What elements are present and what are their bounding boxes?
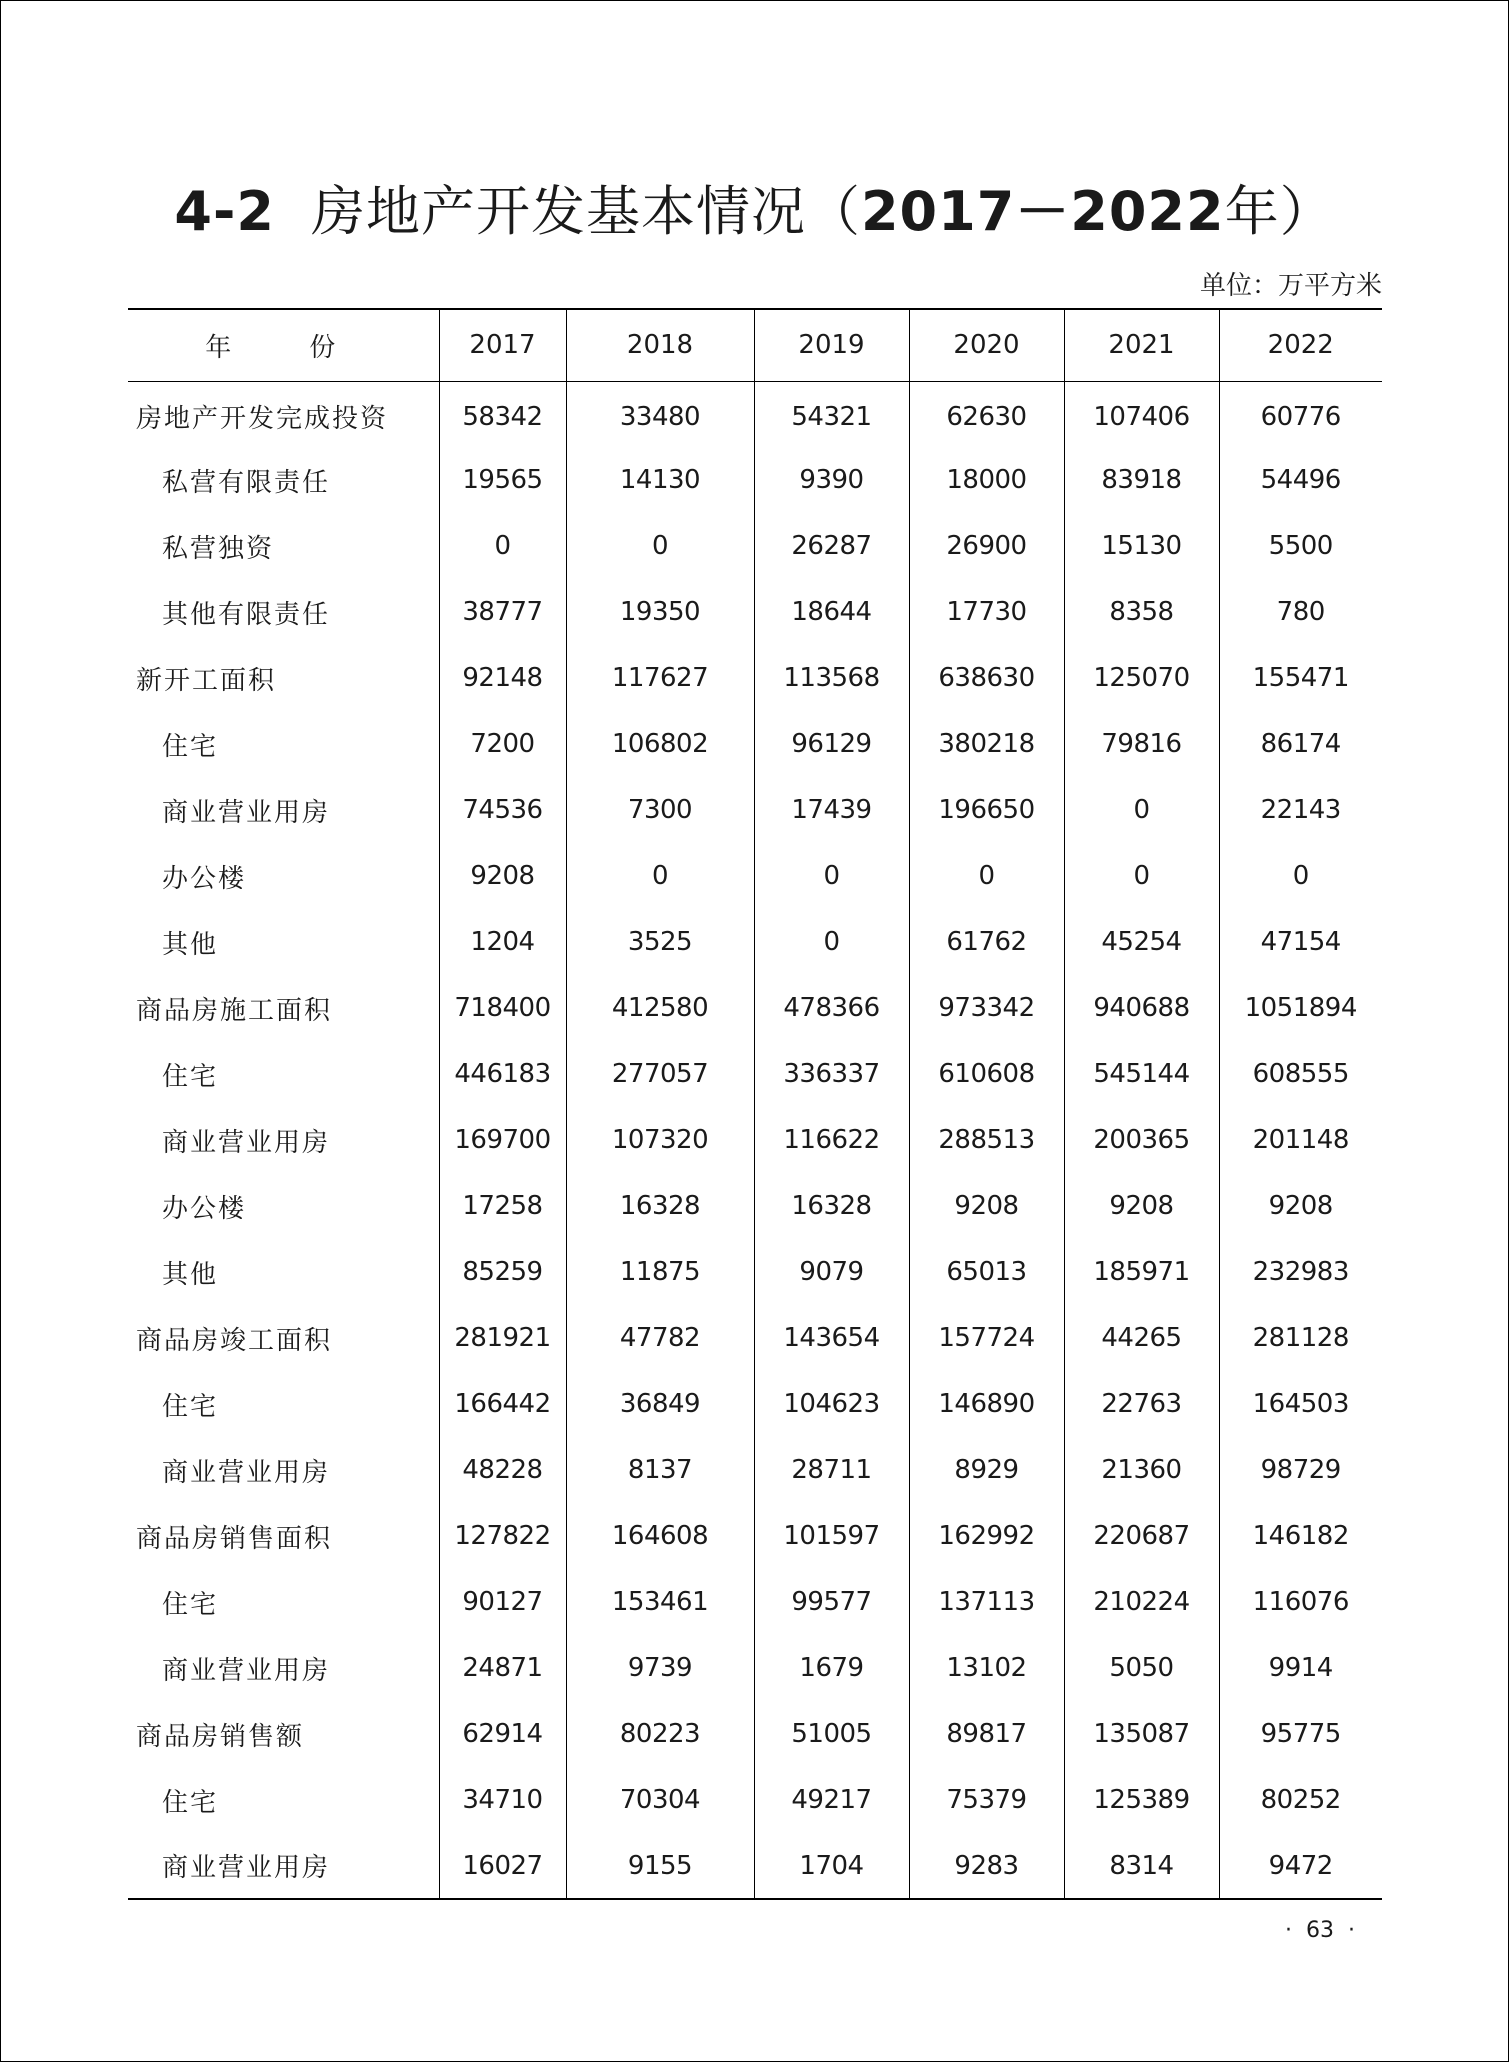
table-cell: 54496 xyxy=(1219,447,1382,513)
table-cell: 36849 xyxy=(566,1371,754,1437)
table-cell: 21360 xyxy=(1064,1437,1219,1503)
table-cell: 718400 xyxy=(439,975,566,1041)
table-cell: 166442 xyxy=(439,1371,566,1437)
row-label: 其他 xyxy=(162,1259,219,1290)
table-row xyxy=(128,1173,1382,1239)
table-cell: 16328 xyxy=(566,1173,754,1239)
table-cell: 0 xyxy=(566,513,754,579)
title-number: 4-2 xyxy=(174,180,275,243)
table-row xyxy=(128,1767,1382,1833)
table-cell: 49217 xyxy=(754,1767,909,1833)
data-table-container xyxy=(128,308,1382,1900)
table-cell: 26900 xyxy=(909,513,1064,579)
table-cell: 17439 xyxy=(754,777,909,843)
table-cell: 125070 xyxy=(1064,645,1219,711)
table-cell: 137113 xyxy=(909,1569,1064,1635)
header-year: 2018 xyxy=(566,309,754,381)
table-row xyxy=(128,975,1382,1041)
table-cell: 13102 xyxy=(909,1635,1064,1701)
table-cell: 146182 xyxy=(1219,1503,1382,1569)
row-label: 私营独资 xyxy=(162,533,275,564)
table-cell: 8358 xyxy=(1064,579,1219,645)
row-label: 住宅 xyxy=(162,1589,219,1620)
table-cell: 608555 xyxy=(1219,1041,1382,1107)
table-cell: 61762 xyxy=(909,909,1064,975)
table-cell: 210224 xyxy=(1064,1569,1219,1635)
table-cell: 135087 xyxy=(1064,1701,1219,1767)
unit-label: 单位：万平方米 xyxy=(1199,271,1382,301)
table-cell: 0 xyxy=(1064,777,1219,843)
table-row xyxy=(128,1701,1382,1767)
row-label: 其他有限责任 xyxy=(162,599,331,630)
table-row xyxy=(128,513,1382,579)
table-cell: 106802 xyxy=(566,711,754,777)
table-row xyxy=(128,843,1382,909)
table-cell: 47154 xyxy=(1219,909,1382,975)
title-years: 2017－2022 xyxy=(860,180,1225,243)
row-label: 私营有限责任 xyxy=(162,467,331,498)
table-cell: 83918 xyxy=(1064,447,1219,513)
table-cell: 38777 xyxy=(439,579,566,645)
table-cell: 201148 xyxy=(1219,1107,1382,1173)
table-cell: 80252 xyxy=(1219,1767,1382,1833)
row-label: 商品房施工面积 xyxy=(136,995,333,1026)
header-year: 2020 xyxy=(909,309,1064,381)
table-cell: 162992 xyxy=(909,1503,1064,1569)
row-label: 商业营业用房 xyxy=(128,1833,439,1899)
table-row xyxy=(128,1371,1382,1437)
table-row xyxy=(128,1569,1382,1635)
table-row xyxy=(128,447,1382,513)
table-cell: 200365 xyxy=(1064,1107,1219,1173)
title-text-a: 房地产开发基本情况（ xyxy=(310,180,861,243)
table-cell: 940688 xyxy=(1064,975,1219,1041)
table-row xyxy=(128,645,1382,711)
table-cell: 336337 xyxy=(754,1041,909,1107)
table-cell: 44265 xyxy=(1064,1305,1219,1371)
table-cell: 153461 xyxy=(566,1569,754,1635)
table-cell: 116076 xyxy=(1219,1569,1382,1635)
table-row xyxy=(128,1041,1382,1107)
page-number-dot: · xyxy=(1285,1918,1292,1943)
table-cell: 9208 xyxy=(909,1173,1064,1239)
table-row xyxy=(128,579,1382,645)
table-cell: 16328 xyxy=(754,1173,909,1239)
table-row xyxy=(128,1239,1382,1305)
header-year: 2019 xyxy=(754,309,909,381)
table-cell: 116622 xyxy=(754,1107,909,1173)
row-label: 住宅 xyxy=(162,1391,219,1422)
table-row xyxy=(128,777,1382,843)
table-cell: 146890 xyxy=(909,1371,1064,1437)
page-title xyxy=(0,176,1509,248)
table-cell: 104623 xyxy=(754,1371,909,1437)
table-cell: 446183 xyxy=(439,1041,566,1107)
row-label: 其他 xyxy=(162,929,219,960)
row-label: 商业营业用房 xyxy=(162,1127,331,1158)
table-cell: 0 xyxy=(1219,843,1382,909)
table-cell: 95775 xyxy=(1219,1701,1382,1767)
row-label: 商业营业用房 xyxy=(162,1655,331,1686)
table-cell: 9472 xyxy=(1219,1833,1382,1899)
table-cell: 0 xyxy=(566,843,754,909)
table-cell: 220687 xyxy=(1064,1503,1219,1569)
table-cell: 62630 xyxy=(909,381,1064,447)
header-label: 年 份 xyxy=(128,309,439,381)
table-cell: 9390 xyxy=(754,447,909,513)
table-row xyxy=(128,909,1382,975)
row-label: 商品房销售额 xyxy=(136,1721,305,1752)
table-cell: 92148 xyxy=(439,645,566,711)
table-cell: 47782 xyxy=(566,1305,754,1371)
table-cell: 60776 xyxy=(1219,381,1382,447)
table-cell: 22763 xyxy=(1064,1371,1219,1437)
table-cell: 638630 xyxy=(909,645,1064,711)
table-cell: 1204 xyxy=(439,909,566,975)
table-cell: 113568 xyxy=(754,645,909,711)
table-cell: 90127 xyxy=(439,1569,566,1635)
table-cell: 26287 xyxy=(754,513,909,579)
table-cell: 412580 xyxy=(566,975,754,1041)
table-cell: 0 xyxy=(1064,843,1219,909)
table-cell: 107406 xyxy=(1064,381,1219,447)
table-cell: 16027 xyxy=(439,1833,566,1899)
table-cell: 85259 xyxy=(439,1239,566,1305)
table-cell: 3525 xyxy=(566,909,754,975)
row-label: 新开工面积 xyxy=(136,665,277,696)
table-row xyxy=(128,1305,1382,1371)
table-cell: 48228 xyxy=(439,1437,566,1503)
table-cell: 143654 xyxy=(754,1305,909,1371)
table-cell: 80223 xyxy=(566,1701,754,1767)
table-cell: 1051894 xyxy=(1219,975,1382,1041)
header-year: 2022 xyxy=(1219,309,1382,381)
row-label: 商业营业用房 xyxy=(162,1457,331,1488)
table-cell: 75379 xyxy=(909,1767,1064,1833)
table-cell: 1679 xyxy=(754,1635,909,1701)
title-text-b: 年） xyxy=(1224,180,1335,243)
table-cell: 0 xyxy=(909,843,1064,909)
row-label: 商品房销售面积 xyxy=(136,1523,333,1554)
table-cell: 18644 xyxy=(754,579,909,645)
header-year: 2017 xyxy=(439,309,566,381)
table-cell: 196650 xyxy=(909,777,1064,843)
table-cell: 169700 xyxy=(439,1107,566,1173)
table-cell: 70304 xyxy=(566,1767,754,1833)
table-cell: 5500 xyxy=(1219,513,1382,579)
table-cell: 164503 xyxy=(1219,1371,1382,1437)
row-label: 办公楼 xyxy=(162,1193,247,1224)
table-cell: 19565 xyxy=(439,447,566,513)
table-cell: 288513 xyxy=(909,1107,1064,1173)
table-cell: 155471 xyxy=(1219,645,1382,711)
table-cell: 9208 xyxy=(1219,1173,1382,1239)
table-cell: 51005 xyxy=(754,1701,909,1767)
table-row xyxy=(128,381,1382,447)
table-cell: 45254 xyxy=(1064,909,1219,975)
table-cell: 99577 xyxy=(754,1569,909,1635)
table-cell: 98729 xyxy=(1219,1437,1382,1503)
table-cell: 232983 xyxy=(1219,1239,1382,1305)
table-cell: 7200 xyxy=(439,711,566,777)
table-cell: 8929 xyxy=(909,1437,1064,1503)
table-cell: 86174 xyxy=(1219,711,1382,777)
table-cell: 281921 xyxy=(439,1305,566,1371)
table-cell: 1704 xyxy=(754,1833,909,1899)
table-cell: 127822 xyxy=(439,1503,566,1569)
table-cell: 780 xyxy=(1219,579,1382,645)
page-number-dot: · xyxy=(1348,1918,1355,1943)
table-cell: 22143 xyxy=(1219,777,1382,843)
table-row xyxy=(128,1437,1382,1503)
table-cell: 8137 xyxy=(566,1437,754,1503)
table-cell: 545144 xyxy=(1064,1041,1219,1107)
table-row xyxy=(128,1833,1382,1899)
table-cell: 28711 xyxy=(754,1437,909,1503)
table-cell: 9079 xyxy=(754,1239,909,1305)
table-cell: 107320 xyxy=(566,1107,754,1173)
table-cell: 11875 xyxy=(566,1239,754,1305)
table-cell: 14130 xyxy=(566,447,754,513)
table-cell: 9208 xyxy=(439,843,566,909)
table-cell: 610608 xyxy=(909,1041,1064,1107)
table-cell: 96129 xyxy=(754,711,909,777)
table-cell: 9155 xyxy=(566,1833,754,1899)
table-cell: 9914 xyxy=(1219,1635,1382,1701)
row-label: 住宅 xyxy=(162,1061,219,1092)
table-cell: 157724 xyxy=(909,1305,1064,1371)
table-cell: 281128 xyxy=(1219,1305,1382,1371)
table-cell: 79816 xyxy=(1064,711,1219,777)
table-cell: 0 xyxy=(439,513,566,579)
table-row xyxy=(128,711,1382,777)
table-cell: 101597 xyxy=(754,1503,909,1569)
table-cell: 89817 xyxy=(909,1701,1064,1767)
row-label: 住宅 xyxy=(162,731,219,762)
table-cell: 117627 xyxy=(566,645,754,711)
table-cell: 54321 xyxy=(754,381,909,447)
table-header-row xyxy=(128,309,1382,381)
table-cell: 65013 xyxy=(909,1239,1064,1305)
table-cell: 973342 xyxy=(909,975,1064,1041)
table-cell: 34710 xyxy=(439,1767,566,1833)
page-number-value: 63 xyxy=(1306,1918,1334,1943)
table-row xyxy=(128,1635,1382,1701)
table-cell: 277057 xyxy=(566,1041,754,1107)
table-cell: 164608 xyxy=(566,1503,754,1569)
table-cell: 74536 xyxy=(439,777,566,843)
table-cell: 8314 xyxy=(1064,1833,1219,1899)
table-row xyxy=(128,1503,1382,1569)
table-cell: 9208 xyxy=(1064,1173,1219,1239)
table-cell: 58342 xyxy=(439,381,566,447)
row-label: 办公楼 xyxy=(162,863,247,894)
table-row xyxy=(128,1107,1382,1173)
table-cell: 17730 xyxy=(909,579,1064,645)
table-cell: 380218 xyxy=(909,711,1064,777)
table-cell: 15130 xyxy=(1064,513,1219,579)
table-cell: 9739 xyxy=(566,1635,754,1701)
table-cell: 18000 xyxy=(909,447,1064,513)
table-cell: 125389 xyxy=(1064,1767,1219,1833)
table-cell: 24871 xyxy=(439,1635,566,1701)
page-number xyxy=(1271,1918,1369,1943)
table-cell: 17258 xyxy=(439,1173,566,1239)
row-label: 房地产开发完成投资 xyxy=(136,404,389,435)
row-label: 商品房竣工面积 xyxy=(136,1325,333,1356)
table-body xyxy=(128,381,1382,1899)
table-cell: 0 xyxy=(754,909,909,975)
data-table xyxy=(128,308,1382,1900)
table-cell: 9283 xyxy=(909,1833,1064,1899)
table-cell: 62914 xyxy=(439,1701,566,1767)
table-cell: 0 xyxy=(754,843,909,909)
table-cell: 5050 xyxy=(1064,1635,1219,1701)
table-cell: 185971 xyxy=(1064,1239,1219,1305)
header-year: 2021 xyxy=(1064,309,1219,381)
table-cell: 33480 xyxy=(566,381,754,447)
table-cell: 19350 xyxy=(566,579,754,645)
row-label: 住宅 xyxy=(162,1787,219,1818)
table-cell: 478366 xyxy=(754,975,909,1041)
table-cell: 7300 xyxy=(566,777,754,843)
row-label: 商业营业用房 xyxy=(162,797,331,828)
